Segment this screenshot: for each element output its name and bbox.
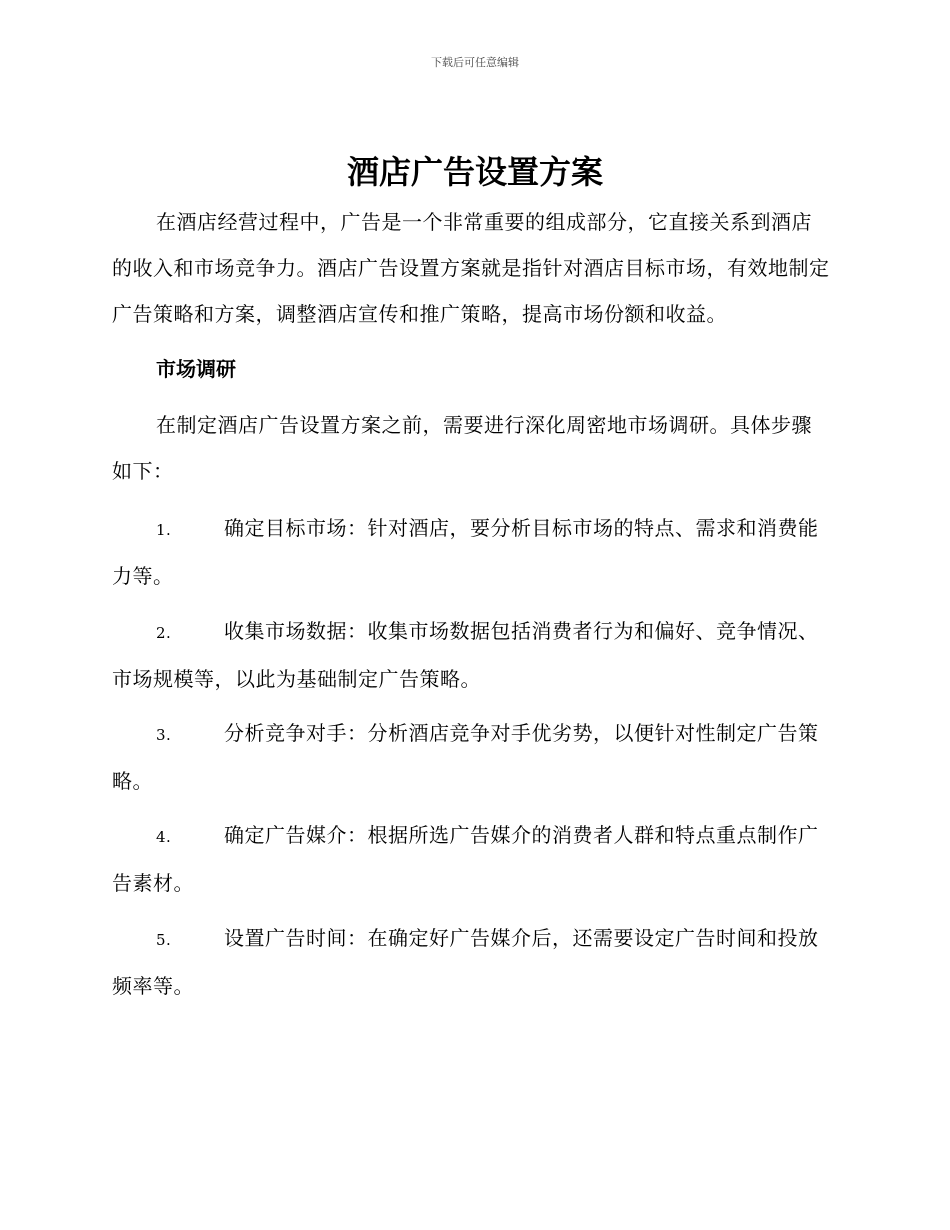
list-item: [112, 608, 832, 702]
list-item-number: 3.: [156, 726, 172, 744]
list-item: [112, 915, 832, 1009]
header-note: 下载后可任意编辑: [431, 56, 519, 69]
list-item-number: 5.: [156, 931, 172, 949]
intro-paragraph: 在酒店经营过程中，广告是一个非常重要的组成部分，它直接关系到酒店的收入和市场竞争力。酒店广告设置方案就是指针对酒店目标市场，有效地制定广告策略和方案，调整酒店宣传和推广策略，提高市场份额和收益。: [112, 210, 830, 326]
list-item: [112, 710, 832, 804]
list-item-number: 1.: [156, 521, 172, 539]
list-item-text: 确定广告媒介：根据所选广告媒介的消费者人群和特点重点制作广告素材。: [112, 823, 819, 895]
list-item-number: 4.: [156, 828, 172, 846]
list-item-text: 确定目标市场：针对酒店，要分析目标市场的特点、需求和消费能力等。: [112, 516, 819, 588]
list-item-text: 收集市场数据：收集市场数据包括消费者行为和偏好、竞争情况、市场规模等，以此为基础制定广告策略。: [112, 619, 819, 691]
list-item-number: 2.: [156, 624, 172, 642]
list-item-text: 设置广告时间：在确定好广告媒介后，还需要设定广告时间和投放频率等。: [112, 926, 819, 998]
list-item: [112, 505, 832, 599]
section-lead-paragraph: 在制定酒店广告设置方案之前，需要进行深化周密地市场调研。具体步骤如下：: [112, 413, 812, 483]
section-heading: 市场调研: [156, 357, 236, 381]
list-item-text: 分析竞争对手：分析酒店竞争对手优劣势，以便针对性制定广告策略。: [112, 721, 819, 793]
list-item: [112, 812, 832, 906]
document-title: 酒店广告设置方案: [346, 153, 603, 191]
